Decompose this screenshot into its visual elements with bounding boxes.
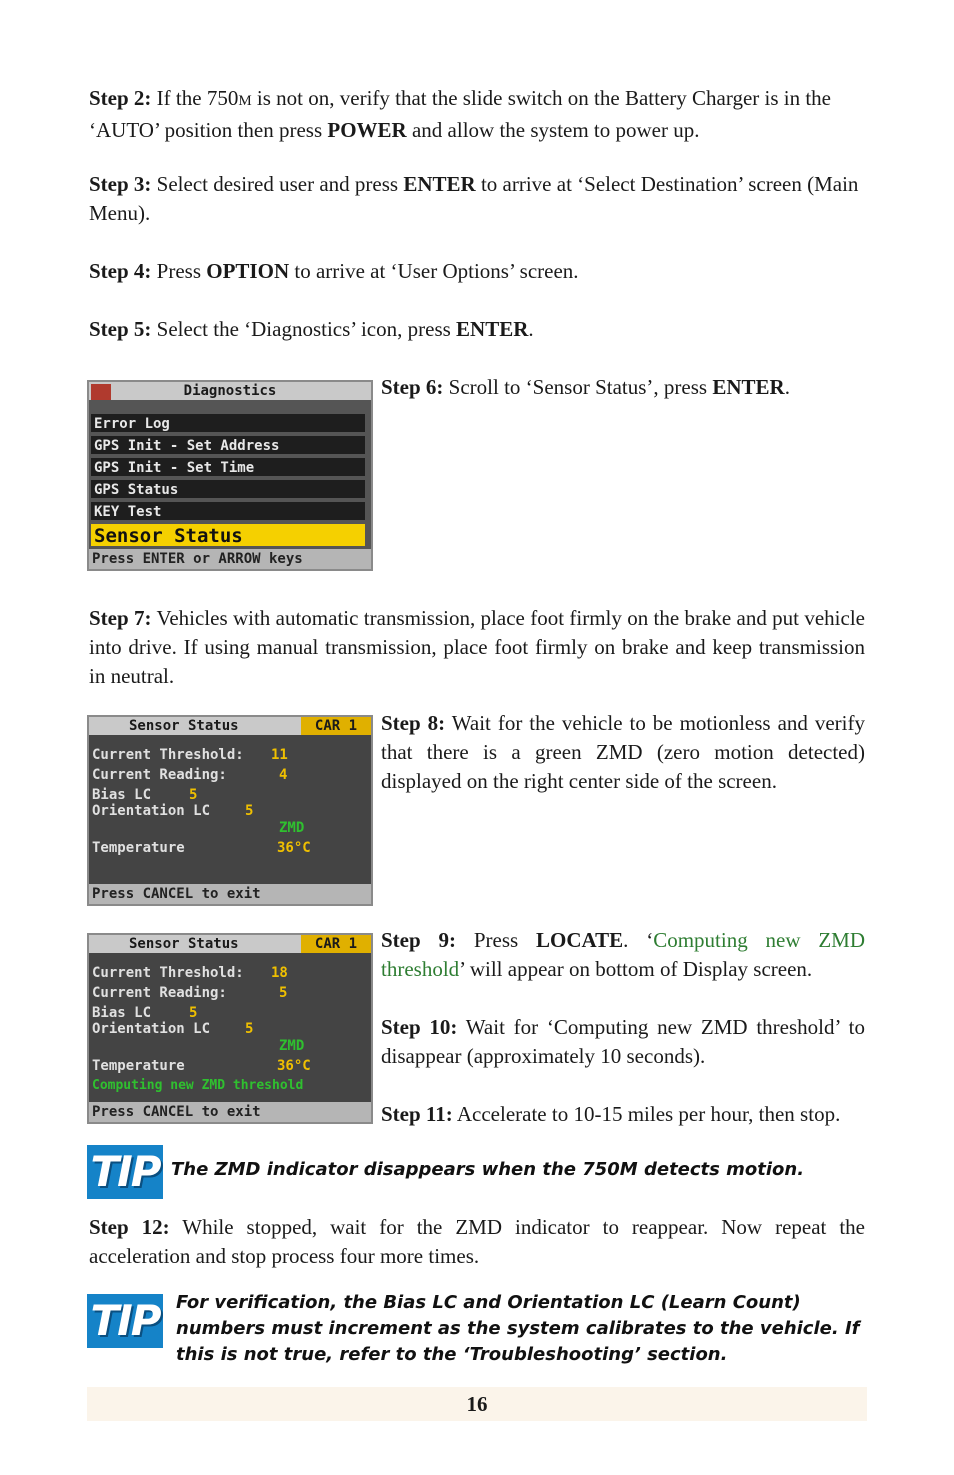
- sensor-2-temperature-label: Temperature: [92, 1058, 185, 1074]
- page-number-bar: [87, 1387, 867, 1421]
- step-5-label: Step 5:: [89, 317, 152, 341]
- sensor-2-current-reading-value: 5: [279, 985, 288, 1001]
- step-12-paragraph: [89, 1213, 865, 1271]
- step-3-paragraph: [89, 170, 865, 228]
- sensor-screen-2-title: Sensor Status: [129, 936, 239, 952]
- step-2-text-3: and allow the system to power up.: [406, 118, 700, 142]
- step-8-label: Step 8:: [381, 711, 446, 735]
- step-3-text-1: Select desired user and press: [156, 172, 404, 196]
- step-5-paragraph: [89, 315, 865, 344]
- tip-badge-1: [87, 1145, 163, 1199]
- tip-badge-2: [87, 1294, 163, 1348]
- diagnostics-title: Diagnostics: [183, 383, 277, 399]
- step-7-label: Step 7:: [89, 606, 152, 630]
- step-11-text: Accelerate to 10-15 miles per hour, then stop.: [456, 1102, 841, 1126]
- step-3-text-2: to arrive at ‘Select Destination’ screen (Main Menu).: [89, 172, 859, 225]
- sensor-1-current-threshold-label: Current Threshold:: [92, 747, 244, 763]
- step-6-text-1: Scroll to ‘Sensor Status’, press: [448, 375, 713, 399]
- sensor-screen-1-car: CAR 1: [301, 717, 371, 735]
- sensor-1-bias-lc-value: 5: [189, 787, 198, 803]
- sensor-2-bias-lc-value: 5: [189, 1005, 198, 1021]
- menu-item-gps-set-address: GPS Init - Set Address: [91, 436, 365, 456]
- sensor-2-footer: Press CANCEL to exit: [89, 1102, 371, 1122]
- tip-2-text: For verification, the Bias LC and Orientation LC (Learn Count) numbers must increment as the system calibrates to the vehicle. If this is not true, refer to the ‘Troubleshooting’ section.: [176, 1292, 860, 1365]
- step-6-enter: ENTER: [712, 375, 785, 399]
- sensor-2-current-threshold-label: Current Threshold:: [92, 965, 244, 981]
- sensor-2-zmd-indicator: ZMD: [279, 1038, 305, 1054]
- sensor-screen-1-title-bar: [89, 717, 371, 735]
- step-2-label: Step 2:: [89, 86, 152, 110]
- diagnostics-title-bar: [89, 382, 371, 400]
- sensor-2-bias-lc-label: Bias LC: [92, 1005, 152, 1021]
- diagnostics-icon: [91, 384, 111, 400]
- menu-item-gps-set-time: GPS Init - Set Time: [91, 458, 365, 478]
- step-4-text-2: to arrive at ‘User Options’ screen.: [289, 259, 579, 283]
- step-3-label: Step 3:: [89, 172, 152, 196]
- sensor-screen-2-title-bar: [89, 935, 371, 953]
- sensor-1-bias-lc-label: Bias LC: [92, 787, 152, 803]
- sensor-2-computing-message: Computing new ZMD threshold: [92, 1078, 304, 1093]
- step-11-label: Step 11:: [381, 1102, 453, 1126]
- step-10-text: Wait for ‘Computing new ZMD threshold’ to disappear (approximately 10 seconds).: [381, 1015, 865, 1068]
- step-9-green-message: Computing new ZMD threshold: [381, 928, 866, 981]
- sensor-1-current-reading-label: Current Reading:: [92, 767, 227, 783]
- tip-1-text: The ZMD indicator disappears when the 750M detects motion.: [171, 1159, 805, 1180]
- step-9-paragraph: [381, 926, 865, 984]
- sensor-1-orientation-lc-label: Orientation LC: [92, 803, 211, 819]
- tip-badge-2-text: TIP: [90, 1296, 160, 1345]
- step-2-text-1: If the 750: [156, 86, 239, 110]
- diagnostics-screen: [87, 380, 373, 571]
- menu-item-gps-status: GPS Status: [91, 480, 365, 500]
- menu-item-key-test: KEY Test: [91, 502, 365, 522]
- step-4-option: OPTION: [206, 259, 290, 283]
- step-6-paragraph: [381, 373, 865, 402]
- sensor-1-orientation-lc-value: 5: [245, 803, 254, 819]
- sensor-2-current-threshold-value: 18: [271, 965, 288, 981]
- sensor-1-current-threshold-value: 11: [271, 747, 288, 763]
- sensor-2-orientation-lc-value: 5: [245, 1021, 254, 1037]
- sensor-2-temperature-value: 36°C: [277, 1058, 311, 1074]
- step-6-text-2: .: [784, 375, 790, 399]
- sensor-1-footer: Press CANCEL to exit: [89, 884, 371, 904]
- sensor-1-temperature-value: 36°C: [277, 840, 311, 856]
- step-2-text-2: is not on, verify that the slide switch on the Battery Charger is in the ‘AUTO’ position then press: [89, 86, 832, 142]
- step-11-paragraph: [381, 1100, 865, 1129]
- tip-badge-1-text: TIP: [90, 1147, 160, 1196]
- step-8-text: Wait for the vehicle to be motionless and verify that there is a green ZMD (zero motion detected) displayed on the right center side of the screen.: [381, 711, 865, 793]
- sensor-screen-1-title: Sensor Status: [129, 718, 239, 734]
- step-7-text: Vehicles with automatic transmission, place foot firmly on the brake and put vehicle into drive. If using manual transmission, place foot firmly on brake and keep transmission in neutral.: [89, 606, 865, 688]
- step-5-text-1: Select the ‘Diagnostics’ icon, press: [156, 317, 457, 341]
- step-10-label: Step 10:: [381, 1015, 458, 1039]
- step-2-model-suffix: M: [238, 93, 252, 109]
- step-4-label: Step 4:: [89, 259, 152, 283]
- step-9-locate: LOCATE: [536, 928, 624, 952]
- step-5-enter: ENTER: [456, 317, 529, 341]
- sensor-status-screen-1: [87, 715, 373, 906]
- step-4-text-1: Press: [156, 259, 207, 283]
- step-10-paragraph: [381, 1013, 865, 1071]
- sensor-1-current-reading-value: 4: [279, 767, 288, 783]
- step-8-paragraph: [381, 709, 865, 796]
- step-6-label: Step 6:: [381, 375, 444, 399]
- sensor-status-screen-2: [87, 933, 373, 1124]
- diagnostics-footer: Press ENTER or ARROW keys: [89, 549, 371, 569]
- step-2-power: POWER: [327, 118, 407, 142]
- step-9-text-3: ’ will appear on bottom of Display screen.: [459, 957, 813, 981]
- menu-item-error-log: Error Log: [91, 414, 365, 434]
- page-number: 16: [466, 1392, 488, 1416]
- sensor-2-current-reading-label: Current Reading:: [92, 985, 227, 1001]
- step-2-paragraph: [89, 84, 865, 145]
- step-9-label: Step 9:: [381, 928, 456, 952]
- step-12-text: While stopped, wait for the ZMD indicator to reappear. Now repeat the acceleration and stop process four more times.: [89, 1215, 866, 1268]
- step-12-label: Step 12:: [89, 1215, 170, 1239]
- step-9-text-1: Press: [473, 928, 536, 952]
- menu-item-sensor-status: Sensor Status: [91, 524, 365, 548]
- step-4-paragraph: [89, 257, 865, 286]
- step-5-text-2: .: [528, 317, 534, 341]
- sensor-screen-2-car: CAR 1: [301, 935, 371, 953]
- sensor-2-orientation-lc-label: Orientation LC: [92, 1021, 211, 1037]
- step-9-text-2: . ‘: [623, 928, 654, 952]
- sensor-1-temperature-label: Temperature: [92, 840, 185, 856]
- step-3-enter: ENTER: [403, 172, 476, 196]
- sensor-1-zmd-indicator: ZMD: [279, 820, 305, 836]
- step-7-paragraph: [89, 604, 865, 691]
